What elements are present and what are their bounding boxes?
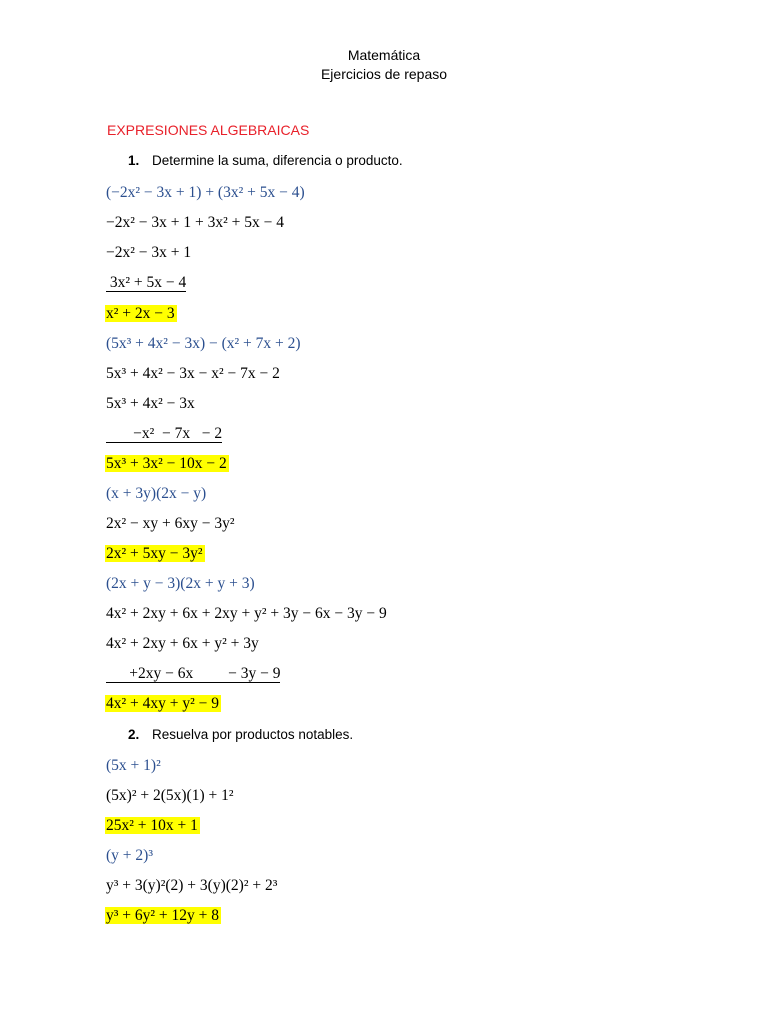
document-title: Matemática: [347, 47, 421, 63]
math-text: 3x² + 5x − 4: [106, 274, 187, 291]
expression-line: [106, 603, 387, 625]
highlighted-result: 25x² + 10x + 1: [106, 817, 198, 834]
math-text: +2xy − 6x − 3y − 9: [106, 665, 281, 682]
expression-line: [106, 182, 305, 204]
result-line: [106, 453, 229, 475]
question-1: [128, 153, 403, 168]
expression-line: [106, 423, 222, 445]
question-text: Determine la suma, diferencia o producto.: [152, 153, 403, 168]
result-line: [106, 815, 200, 837]
highlighted-result: x² + 2x − 3: [106, 305, 175, 322]
expression-line: [106, 633, 259, 655]
highlighted-result: 5x³ + 3x² − 10x − 2: [106, 455, 227, 472]
math-text: 2x² − xy + 6xy − 3y²: [106, 515, 235, 532]
expression-line: [106, 363, 280, 385]
math-text: y³ + 3(y)²(2) + 3(y)(2)² + 2³: [106, 877, 278, 894]
question-2: [128, 727, 353, 742]
expression-line: [106, 875, 277, 897]
question-number: 2.: [128, 727, 140, 742]
document-subtitle: Ejercicios de repaso: [320, 66, 448, 82]
math-text: (5x + 1)²: [106, 757, 161, 774]
math-text: (5x³ + 4x² − 3x) − (x² + 7x + 2): [106, 335, 301, 352]
result-line: [106, 693, 221, 715]
math-text: (x + 3y)(2x − y): [106, 485, 207, 502]
math-text: 5x³ + 4x² − 3x: [106, 395, 195, 412]
expression-line: [106, 212, 284, 234]
expression-line: [106, 483, 206, 505]
highlighted-result: 4x² + 4xy + y² − 9: [106, 695, 220, 712]
expression-line: [106, 663, 280, 685]
math-text: (2x + y − 3)(2x + y + 3): [106, 575, 255, 592]
math-text: (−2x² − 3x + 1) + (3x² + 5x − 4): [106, 184, 305, 201]
question-text: Resuelva por productos notables.: [152, 727, 354, 742]
highlighted-result: y³ + 6y² + 12y + 8: [106, 907, 220, 924]
expression-line: [106, 272, 186, 294]
math-text: −x² − 7x − 2: [106, 425, 223, 442]
math-text: (5x)² + 2(5x)(1) + 1²: [106, 787, 234, 804]
math-text: 4x² + 2xy + 6x + y² + 3y: [106, 635, 259, 652]
math-text: −2x² − 3x + 1 + 3x² + 5x − 4: [106, 214, 284, 231]
expression-line: [106, 845, 153, 867]
expression-line: [106, 242, 191, 264]
expression-line: [106, 573, 255, 595]
expression-line: [106, 785, 234, 807]
result-line: [106, 543, 205, 565]
result-line: [106, 905, 221, 927]
math-text: −2x² − 3x + 1: [106, 244, 192, 261]
question-number: 1.: [128, 153, 140, 168]
expression-line: [106, 513, 235, 535]
math-text: 5x³ + 4x² − 3x − x² − 7x − 2: [106, 365, 280, 382]
math-text: (y + 2)³: [106, 847, 153, 864]
math-text: 4x² + 2xy + 6x + 2xy + y² + 3y − 6x − 3y − 9: [106, 605, 387, 622]
expression-line: [106, 755, 161, 777]
expression-line: [106, 393, 195, 415]
expression-line: [106, 333, 301, 355]
highlighted-result: 2x² + 5xy − 3y²: [106, 545, 203, 562]
result-line: [106, 303, 177, 325]
section-title: EXPRESIONES ALGEBRAICAS: [107, 122, 310, 138]
